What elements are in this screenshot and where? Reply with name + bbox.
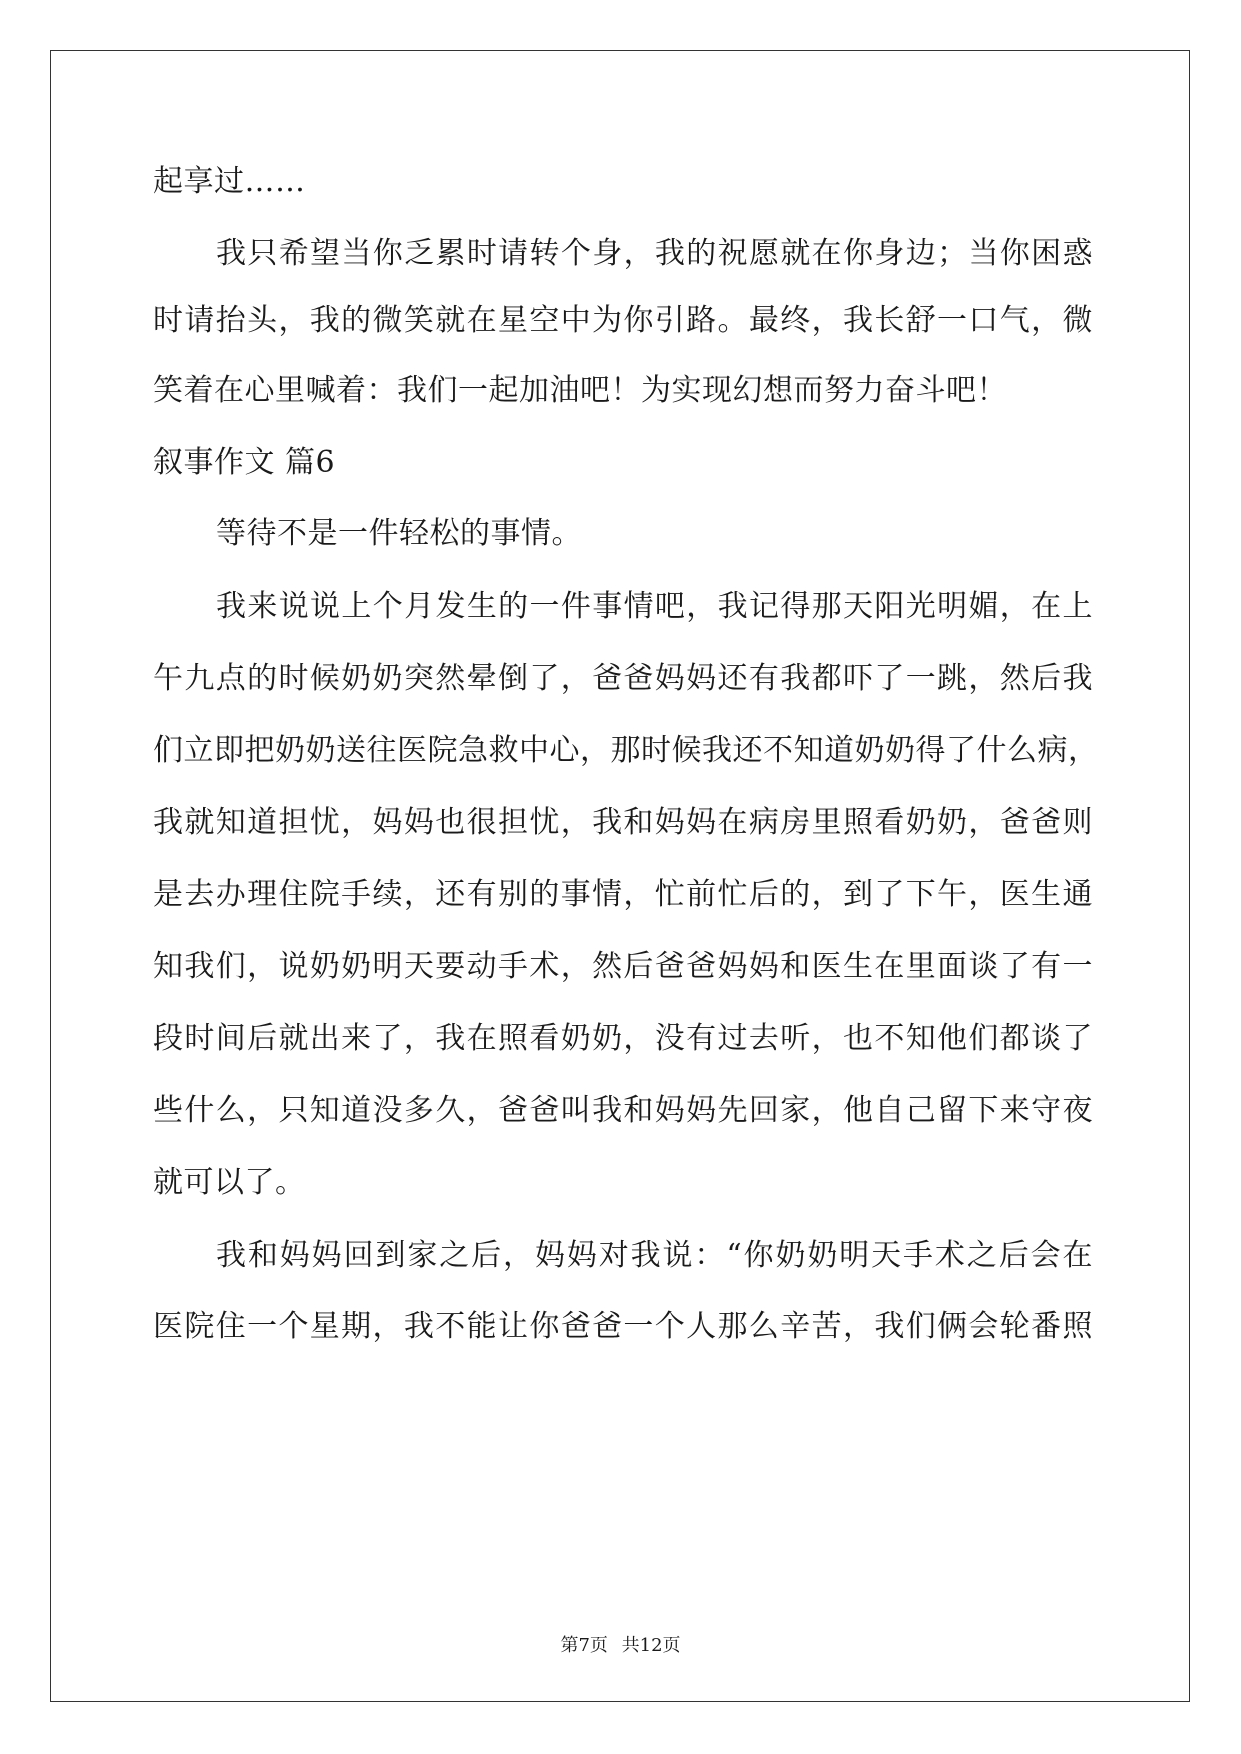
text-line: 我和妈妈回到家之后，妈妈对我说：“你奶奶明天手术之后会在 <box>216 1238 1093 1273</box>
text-line: 是去办理住院手续，还有别的事情，忙前忙后的，到了下午，医生通 <box>153 877 1093 912</box>
text-line: 们立即把奶奶送往医院急救中心，那时候我还不知道奶奶得了什么病， <box>153 733 1099 768</box>
page-total: 共12页 <box>621 1635 681 1656</box>
text-line: 些什么，只知道没多久，爸爸叫我和妈妈先回家，他自己留下来守夜 <box>153 1093 1093 1128</box>
text-line: 医院住一个星期，我不能让你爸爸一个人那么辛苦，我们俩会轮番照 <box>153 1309 1093 1344</box>
section-heading: 叙事作文 篇6 <box>153 445 336 480</box>
text-line: 笑着在心里喊着：我们一起加油吧！为实现幻想而努力奋斗吧！ <box>153 373 1007 408</box>
text-line: 我只希望当你乏累时请转个身，我的祝愿就在你身边；当你困惑 <box>216 236 1093 271</box>
page-number: 第7页 <box>560 1635 608 1656</box>
text-line: 就可以了。 <box>153 1165 306 1200</box>
text-line: 起享过…… <box>153 164 306 199</box>
text-line: 知我们，说奶奶明天要动手术，然后爸爸妈妈和医生在里面谈了有一 <box>153 949 1093 984</box>
text-line: 段时间后就出来了，我在照看奶奶，没有过去听，也不知他们都谈了 <box>153 1021 1093 1056</box>
text-line: 我就知道担忧，妈妈也很担忧，我和妈妈在病房里照看奶奶，爸爸则 <box>153 805 1093 840</box>
text-line: 午九点的时候奶奶突然晕倒了，爸爸妈妈还有我都吓了一跳，然后我 <box>153 661 1093 696</box>
text-line: 等待不是一件轻松的事情。 <box>216 516 582 551</box>
page-footer <box>0 1634 1241 1658</box>
text-line: 我来说说上个月发生的一件事情吧，我记得那天阳光明媚，在上 <box>216 589 1093 624</box>
text-line: 时请抬头，我的微笑就在星空中为你引路。最终，我长舒一口气，微 <box>153 303 1093 338</box>
